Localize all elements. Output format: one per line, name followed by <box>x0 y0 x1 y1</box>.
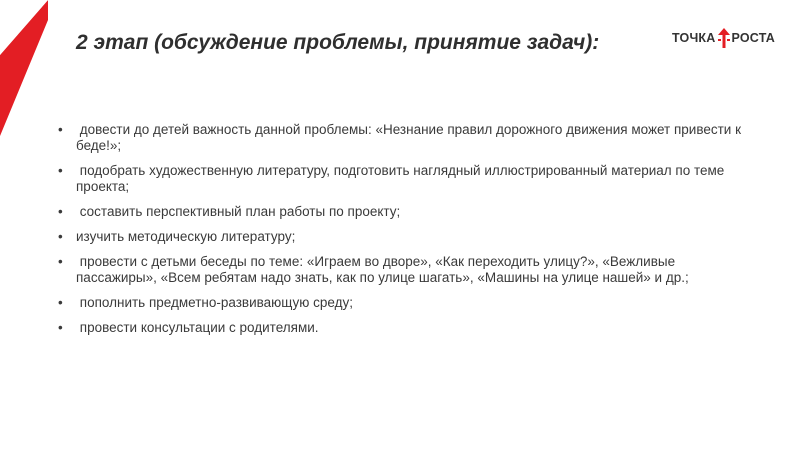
list-item-text: пополнить предметно-развивающую среду; <box>76 295 353 310</box>
growth-arrow-icon <box>717 28 731 48</box>
list-item-text: довести до детей важность данной проблемы: «Незнание правил дорожного движения может привести к беде!»; <box>76 122 745 153</box>
list-item <box>56 295 746 311</box>
logo-text-left: ТОЧКА <box>672 31 716 45</box>
bullet-icon: • <box>58 229 63 244</box>
red-corner-decoration <box>0 0 60 140</box>
list-item <box>56 204 746 220</box>
list-item-text: подобрать художественную литературу, подготовить наглядный иллюстрированный материал по теме проекта; <box>76 163 729 194</box>
bullet-icon: • <box>58 254 63 269</box>
list-item-text: изучить методическую литературу; <box>76 229 296 244</box>
list-item <box>56 122 746 154</box>
bullet-icon: • <box>58 295 63 310</box>
tochka-rosta-logo <box>672 28 775 48</box>
list-item <box>56 320 746 336</box>
slide-title: 2 этап (обсуждение проблемы, принятие задач): <box>76 31 600 54</box>
logo-text-right: РОСТА <box>731 31 775 45</box>
list-item-text: провести консультации с родителями. <box>76 320 319 335</box>
bullet-icon: • <box>58 122 63 137</box>
list-item <box>56 229 746 245</box>
list-item <box>56 254 746 286</box>
list-item-text: провести с детьми беседы по теме: «Играем во дворе», «Как переходить улицу?», «Вежливые пассажиры», «Всем ребятам надо знать, как по улице шагать», «Машины на улице нашей» и др.; <box>76 254 689 285</box>
task-list <box>56 122 746 345</box>
list-item <box>56 163 746 195</box>
bullet-icon: • <box>58 204 63 219</box>
list-item-text: составить перспективный план работы по проекту; <box>76 204 401 219</box>
bullet-icon: • <box>58 163 63 178</box>
bullet-icon: • <box>58 320 63 335</box>
